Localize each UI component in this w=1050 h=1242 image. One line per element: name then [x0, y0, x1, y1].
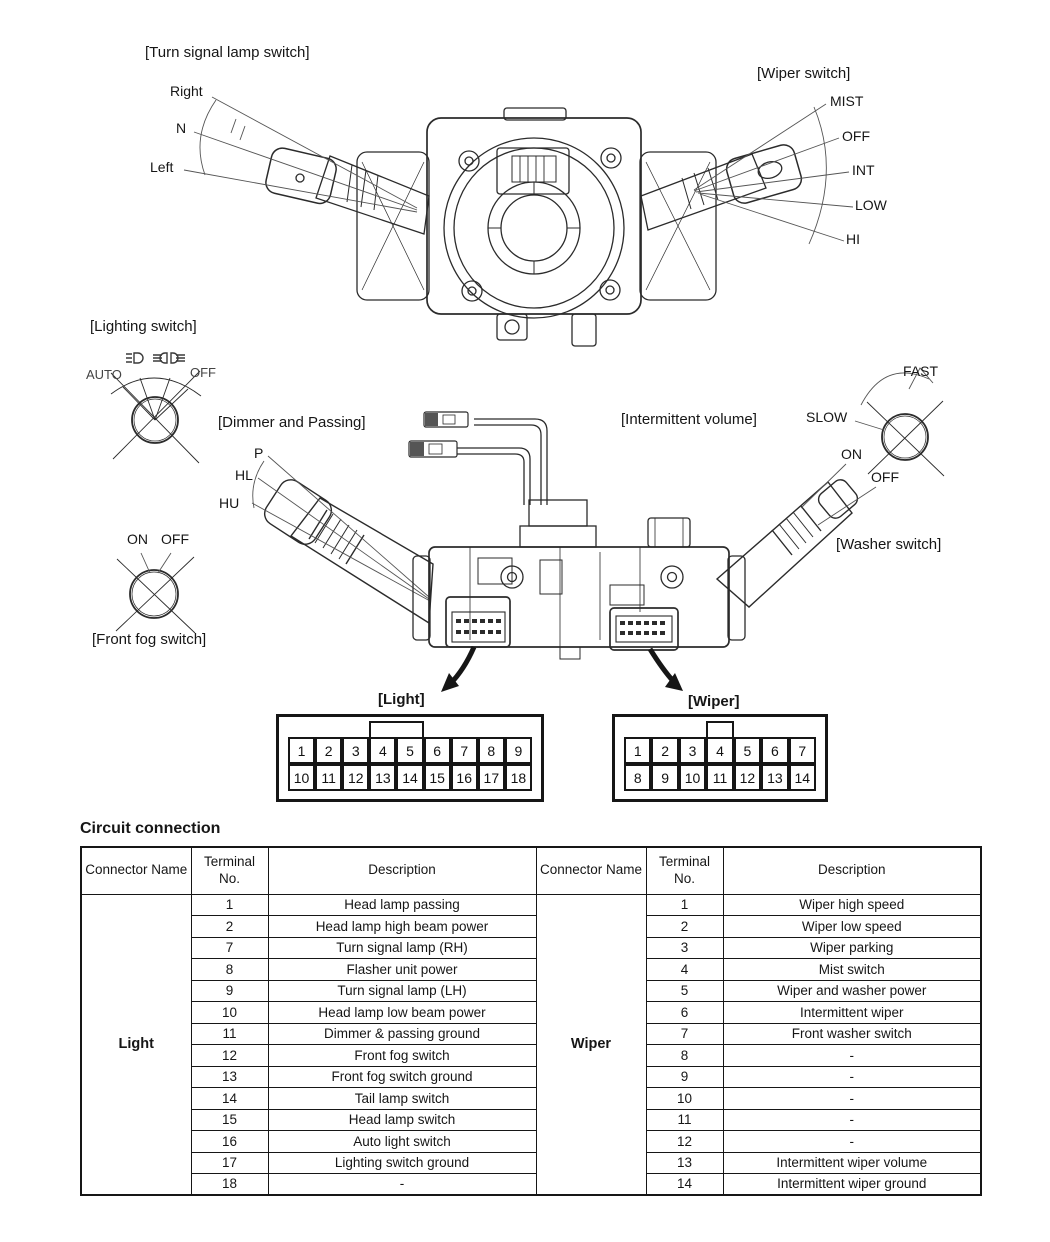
terminal-description: Intermittent wiper [723, 1002, 981, 1024]
table-row [81, 894, 981, 916]
terminal-description: Front fog switch [268, 1045, 536, 1067]
pin-14: 14 [396, 764, 423, 791]
pin-9: 9 [505, 737, 532, 764]
pin-9: 9 [651, 764, 678, 791]
terminal-no: 13 [191, 1066, 268, 1088]
terminal-description: - [723, 1131, 981, 1153]
terminal-description: Turn signal lamp (LH) [268, 980, 536, 1002]
table-row [81, 1109, 981, 1131]
pin-15: 15 [424, 764, 451, 791]
terminal-description: Head lamp passing [268, 894, 536, 916]
dimmer-pos-hu: HU [219, 495, 240, 511]
turn-signal-switch-title: [Turn signal lamp switch] [145, 44, 310, 61]
intermittent-pos-slow: SLOW [806, 409, 848, 425]
pin-1: 1 [288, 737, 315, 764]
circuit-connection-table [80, 846, 982, 1196]
terminal-no: 17 [191, 1152, 268, 1174]
lighting-pos-auto: AUTO [86, 367, 122, 382]
table-row [81, 1045, 981, 1067]
terminal-description: Intermittent wiper ground [723, 1174, 981, 1196]
light-pin-grid [288, 737, 532, 791]
front-fog-pos-on: ON [127, 531, 148, 547]
washer-pos-on: ON [841, 446, 862, 462]
terminal-description: Flasher unit power [268, 959, 536, 981]
terminal-no: 1 [191, 894, 268, 916]
terminal-description: Lighting switch ground [268, 1152, 536, 1174]
wiper-connector-face [624, 721, 816, 791]
col-header-terminal-no: Terminal No. [191, 847, 268, 894]
terminal-description: Front washer switch [723, 1023, 981, 1045]
terminal-no: 13 [646, 1152, 723, 1174]
pin-11: 11 [315, 764, 342, 791]
terminal-no: 15 [191, 1109, 268, 1131]
intermittent-volume-knob [855, 368, 944, 476]
pin-8: 8 [624, 764, 651, 791]
terminal-no: 8 [191, 959, 268, 981]
terminal-no: 12 [646, 1131, 723, 1153]
terminal-description: Wiper and washer power [723, 980, 981, 1002]
wiper-connector-diagram [612, 714, 828, 802]
head-lamp-icon [152, 351, 186, 365]
pin-6: 6 [424, 737, 451, 764]
connector-name-wiper: Wiper [536, 894, 646, 1195]
washer-switch-title: [Washer switch] [836, 536, 942, 553]
dimmer-passing-title: [Dimmer and Passing] [218, 414, 366, 431]
light-connector-label: [Light] [378, 691, 425, 708]
pin-13: 13 [761, 764, 788, 791]
pin-18: 18 [505, 764, 532, 791]
table-row [81, 1131, 981, 1153]
col-header-connector-name: Connector Name [536, 847, 646, 894]
terminal-no: 7 [191, 937, 268, 959]
terminal-no: 2 [191, 916, 268, 938]
terminal-no: 5 [646, 980, 723, 1002]
terminal-description: Head lamp high beam power [268, 916, 536, 938]
terminal-no: 16 [191, 1131, 268, 1153]
front-fog-pos-off: OFF [161, 531, 189, 547]
table-header-row [81, 847, 981, 894]
terminal-no: 8 [646, 1045, 723, 1067]
pin-10: 10 [288, 764, 315, 791]
lighting-switch-title: [Lighting switch] [90, 318, 197, 335]
terminal-no: 10 [191, 1002, 268, 1024]
pin-12: 12 [342, 764, 369, 791]
wiper-pos-hi: HI [846, 231, 860, 247]
terminal-description: - [723, 1109, 981, 1131]
wiper-pos-int: INT [852, 162, 875, 178]
pin-1: 1 [624, 737, 651, 764]
pin-4: 4 [706, 737, 733, 764]
pin-4: 4 [369, 737, 396, 764]
wiper-switch-title: [Wiper switch] [757, 65, 851, 82]
front-fog-switch-title: [Front fog switch] [92, 631, 207, 648]
table-row [81, 1066, 981, 1088]
terminal-description: Head lamp switch [268, 1109, 536, 1131]
turn-signal-pos-right: Right [170, 83, 203, 99]
terminal-no: 3 [646, 937, 723, 959]
pin-3: 3 [342, 737, 369, 764]
lighting-pos-off: OFF [190, 365, 216, 380]
table-row [81, 1088, 981, 1110]
table-row [81, 1174, 981, 1196]
terminal-description: Turn signal lamp (RH) [268, 937, 536, 959]
terminal-no: 18 [191, 1174, 268, 1196]
terminal-description: Head lamp low beam power [268, 1002, 536, 1024]
terminal-description: Intermittent wiper volume [723, 1152, 981, 1174]
pin-16: 16 [451, 764, 478, 791]
terminal-no: 14 [191, 1088, 268, 1110]
terminal-description: Wiper low speed [723, 916, 981, 938]
terminal-no: 1 [646, 894, 723, 916]
combination-switch-bottom-view [409, 412, 745, 659]
wiper-pos-off: OFF [842, 128, 870, 144]
connector-name-light: Light [81, 894, 191, 1195]
pin-13: 13 [369, 764, 396, 791]
pin-11: 11 [706, 764, 733, 791]
dimmer-pos-hl: HL [235, 467, 253, 483]
col-header-terminal-no: Terminal No. [646, 847, 723, 894]
table-row [81, 937, 981, 959]
col-header-connector-name: Connector Name [81, 847, 191, 894]
pin-5: 5 [396, 737, 423, 764]
washer-pos-off: OFF [871, 469, 899, 485]
tail-lamp-icon [125, 351, 147, 365]
turn-signal-pos-n: N [176, 120, 187, 136]
terminal-description: - [723, 1088, 981, 1110]
wiper-connector-label: [Wiper] [688, 693, 740, 710]
light-connector-diagram [276, 714, 544, 802]
terminal-description: Mist switch [723, 959, 981, 981]
terminal-description: Wiper high speed [723, 894, 981, 916]
terminal-description: - [268, 1174, 536, 1196]
terminal-no: 14 [646, 1174, 723, 1196]
pin-2: 2 [315, 737, 342, 764]
wiper-pos-mist: MIST [830, 93, 864, 109]
lighting-switch-knob [111, 371, 201, 463]
intermittent-pos-fast: FAST [903, 363, 939, 379]
pin-8: 8 [478, 737, 505, 764]
terminal-no: 9 [646, 1066, 723, 1088]
connector-key-tab [706, 721, 733, 737]
terminal-description: Wiper parking [723, 937, 981, 959]
pin-17: 17 [478, 764, 505, 791]
terminal-no: 4 [646, 959, 723, 981]
terminal-description: - [723, 1066, 981, 1088]
wiper-pin-grid [624, 737, 816, 791]
terminal-no: 10 [646, 1088, 723, 1110]
pin-2: 2 [651, 737, 678, 764]
wiper-leader-lines [694, 104, 853, 244]
terminal-no: 11 [646, 1109, 723, 1131]
terminal-description: Tail lamp switch [268, 1088, 536, 1110]
dimmer-pos-p: P [254, 445, 264, 461]
turn-signal-leader-lines [184, 97, 417, 212]
front-fog-knob [116, 553, 195, 633]
terminal-no: 9 [191, 980, 268, 1002]
circuit-connection-heading: Circuit connection [80, 820, 221, 837]
combination-switch-front-view [264, 108, 804, 346]
connector-arrows [441, 647, 683, 692]
pin-7: 7 [789, 737, 816, 764]
terminal-no: 11 [191, 1023, 268, 1045]
col-header-description: Description [268, 847, 536, 894]
connector-key-tab [369, 721, 423, 737]
table-row [81, 1002, 981, 1024]
terminal-no: 6 [646, 1002, 723, 1024]
circuit-table-body [81, 894, 981, 1195]
terminal-no: 7 [646, 1023, 723, 1045]
table-row [81, 1023, 981, 1045]
table-row [81, 1152, 981, 1174]
terminal-no: 2 [646, 916, 723, 938]
terminal-description: Front fog switch ground [268, 1066, 536, 1088]
wiper-pos-low: LOW [855, 197, 887, 213]
pin-6: 6 [761, 737, 788, 764]
terminal-no: 12 [191, 1045, 268, 1067]
table-row [81, 980, 981, 1002]
pin-12: 12 [734, 764, 761, 791]
turn-signal-pos-left: Left [150, 159, 174, 175]
pin-5: 5 [734, 737, 761, 764]
intermittent-volume-title: [Intermittent volume] [621, 411, 757, 428]
table-row [81, 959, 981, 981]
terminal-description: Dimmer & passing ground [268, 1023, 536, 1045]
terminal-description: - [723, 1045, 981, 1067]
terminal-description: Auto light switch [268, 1131, 536, 1153]
col-header-description: Description [723, 847, 981, 894]
table-row [81, 916, 981, 938]
pin-3: 3 [679, 737, 706, 764]
light-connector-face [288, 721, 532, 791]
pin-7: 7 [451, 737, 478, 764]
dimmer-passing-stalk [252, 456, 433, 623]
pin-14: 14 [789, 764, 816, 791]
pin-10: 10 [679, 764, 706, 791]
